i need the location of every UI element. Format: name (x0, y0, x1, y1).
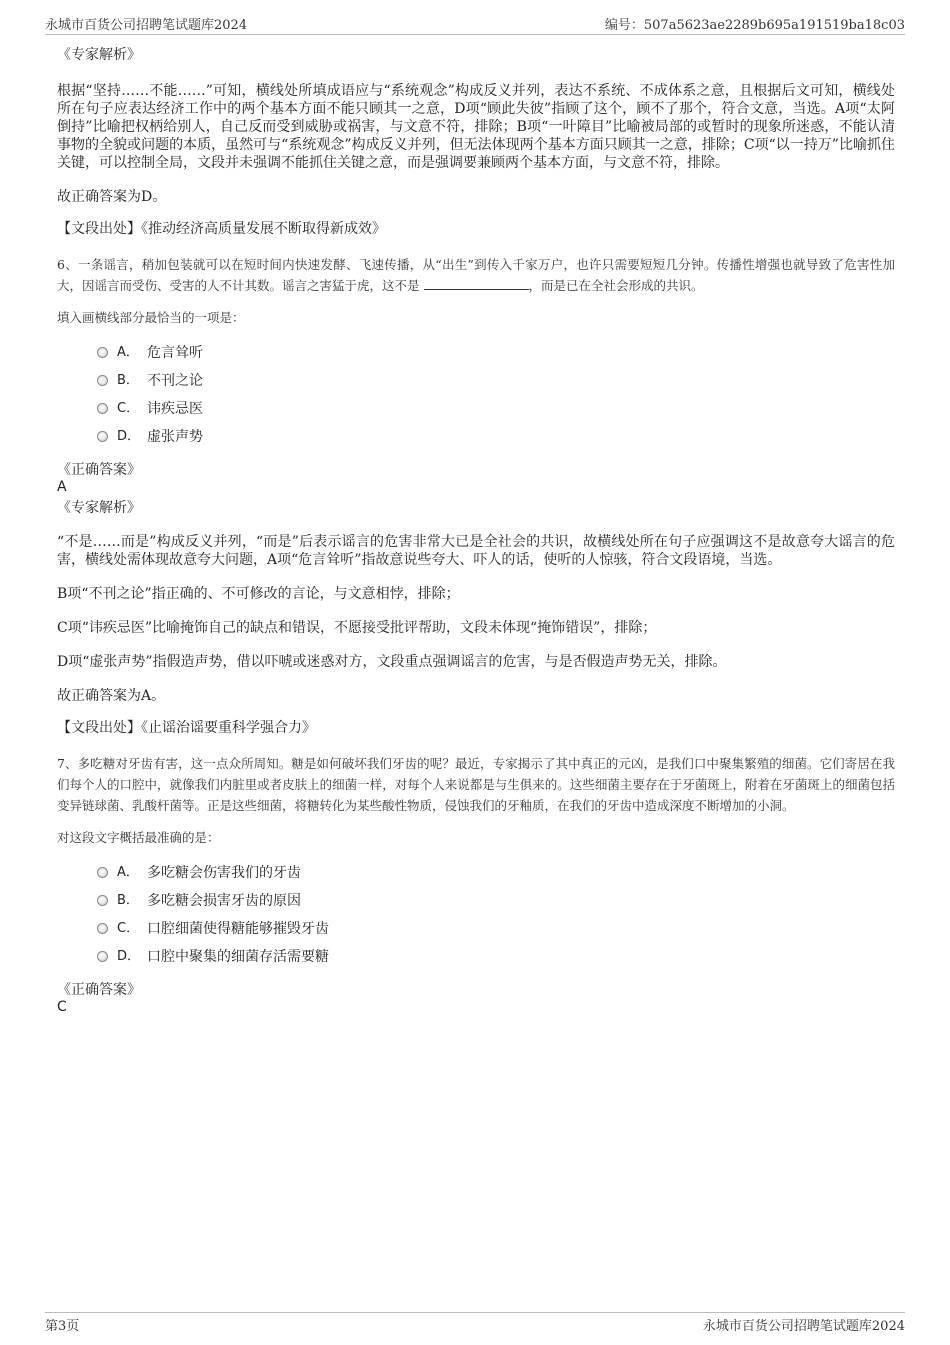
option-letter: D． (117, 949, 141, 964)
question-6-text (57, 254, 895, 296)
option-text: 口腔中聚集的细菌存活需要糖 (147, 949, 329, 965)
option-text: 多吃糖会损害牙齿的原因 (147, 893, 301, 909)
q6-analysis-p3: C项“讳疾忌医”比喻掩饰自己的缺点和错误，不愿接受批评帮助，文段未体现“掩饰错误”，排除； (57, 620, 657, 636)
q6-option-b[interactable] (57, 369, 895, 397)
footer-page-number: 第3页 (45, 1319, 80, 1334)
option-text: 讳疾忌医 (147, 401, 203, 417)
option-text: 危言耸听 (147, 345, 203, 361)
header-title: 永城市百货公司招聘笔试题库2024 (45, 18, 248, 33)
q7-option-d[interactable] (57, 945, 895, 973)
option-letter: C． (117, 921, 140, 936)
q6-conclusion: 故正确答案为A。 (57, 688, 166, 704)
q7-prompt: 对这段文字概括最准确的是： (57, 830, 220, 845)
page-content (57, 46, 895, 1015)
radio-button-icon[interactable] (97, 895, 108, 906)
q6-analysis-p2: B项“不刊之论”指正确的、不可修改的言论，与文意相悖，排除； (57, 586, 460, 602)
option-text: 虚张声势 (147, 429, 203, 445)
option-text: 不刊之论 (147, 373, 203, 389)
radio-button-icon[interactable] (97, 923, 108, 934)
option-letter: A． (117, 345, 139, 360)
q6-analysis-p4: D项“虚张声势”指假造声势，借以吓唬或迷惑对方，文段重点强调谣言的危害，与是否假造声势无关，排除。 (57, 654, 727, 670)
q5-conclusion: 故正确答案为D。 (57, 189, 167, 205)
radio-button-icon[interactable] (97, 951, 108, 962)
q6-answer-label: 《正确答案》 (57, 462, 141, 478)
q6-options (57, 341, 895, 453)
header-doc-id: 编号：507a5623ae2289b695a191519ba18c03 (604, 18, 905, 33)
q6-option-a[interactable] (57, 341, 895, 369)
q6-analysis-label: 《专家解析》 (57, 500, 141, 516)
page-footer (45, 1312, 905, 1335)
footer-title: 永城市百货公司招聘笔试题库2024 (702, 1319, 905, 1334)
radio-button-icon[interactable] (97, 431, 108, 442)
option-text: 口腔细菌使得糖能够摧毁牙齿 (147, 921, 329, 937)
option-letter: D． (117, 429, 141, 444)
q6-option-c[interactable] (57, 397, 895, 425)
q6-answer: A (57, 479, 67, 495)
page-header (45, 14, 905, 35)
q5-source: 【文段出处】《推动经济高质量发展不断取得新成效》 (57, 221, 386, 237)
q6-answer-blank (424, 277, 529, 290)
q6-analysis-p1: “不是……而是”构成反义并列，“而是”后表示谣言的危害非常大已是全社会的共识，故横线处所在句子应强调这不是故意夸大谣言的危害，横线处需体现故意夸大问题，A项“危言耸听”指故意说些夸大、吓人的话，使听的人惊骇，符合文段语境，当选。 (57, 534, 895, 568)
q5-analysis-text: 根据“坚持……不能……”可知，横线处所填成语应与“系统观念”构成反义并列，表达不系统、不成体系之意，且根据后文可知，横线处所在句子应表达经济工作中的两个基本方面不能只顾其一之意，D项“顾此失彼”指顾了这个，顾不了那个，符合文意，当选。A项“太阿倒持”比喻把权柄给别人，自己反而受到威胁或祸害，与文意不符，排除；B项“一叶障目”比喻被局部的或暂时的现象所迷惑，不能认清事物的全貌或问题的本质，虽然可与“系统观念”构成反义并列，但无法体现两个基本方面只顾其一之意，排除；C项“以一持万”比喻抓住关键，可以控制全局，文段并未强调不能抓住关键之意，而是强调要兼顾两个基本方面，与文意不符，排除。 (57, 83, 895, 171)
option-letter: C． (117, 401, 140, 416)
q5-analysis-label: 《专家解析》 (57, 47, 141, 63)
radio-button-icon[interactable] (97, 403, 108, 414)
radio-button-icon[interactable] (97, 867, 108, 878)
q6-source: 【文段出处】《止谣治谣要重科学强合力》 (57, 720, 316, 736)
q6-prompt: 填入画横线部分最恰当的一项是： (57, 310, 245, 325)
q7-option-b[interactable] (57, 889, 895, 917)
radio-button-icon[interactable] (97, 375, 108, 386)
q7-option-c[interactable] (57, 917, 895, 945)
q7-answer: C (57, 999, 67, 1015)
option-letter: B． (117, 373, 139, 388)
question-7-text: 7、多吃糖对牙齿有害，这一点众所周知。糖是如何破坏我们牙齿的呢？最近，专家揭示了其中真正的元凶，是我们口中聚集繁殖的细菌。它们寄居在我们每个人的口腔中，就像我们内脏里或者皮肤上的细菌一样，对每个人来说都是与生俱来的。这些细菌主要存在于牙菌斑上，附着在牙菌斑上的细菌包括变异链球菌、乳酸杆菌等。正是这些细菌，将糖转化为某些酸性物质，侵蚀我们的牙釉质，在我们的牙齿中造成深度不断增加的小洞。 (57, 756, 895, 813)
q7-options (57, 861, 895, 973)
q6-text-before-blank: 6、一条谣言，稍加包装就可以在短时间内快速发酵、飞速传播，从“出生”到传入千家万户，也许只需要短短几分钟。传播性增强也就导致了危害性加大，因谣言而受伤、受害的人不计其数。谣言之害猛于虎，这不是 (57, 257, 895, 293)
q7-answer-label: 《正确答案》 (57, 982, 141, 998)
q6-option-d[interactable] (57, 425, 895, 453)
radio-button-icon[interactable] (97, 347, 108, 358)
q7-option-a[interactable] (57, 861, 895, 889)
option-letter: A． (117, 865, 139, 880)
option-letter: B． (117, 893, 139, 908)
option-text: 多吃糖会伤害我们的牙齿 (147, 865, 301, 881)
q6-text-after-blank: ，而是已在全社会形成的共识。 (528, 278, 704, 293)
